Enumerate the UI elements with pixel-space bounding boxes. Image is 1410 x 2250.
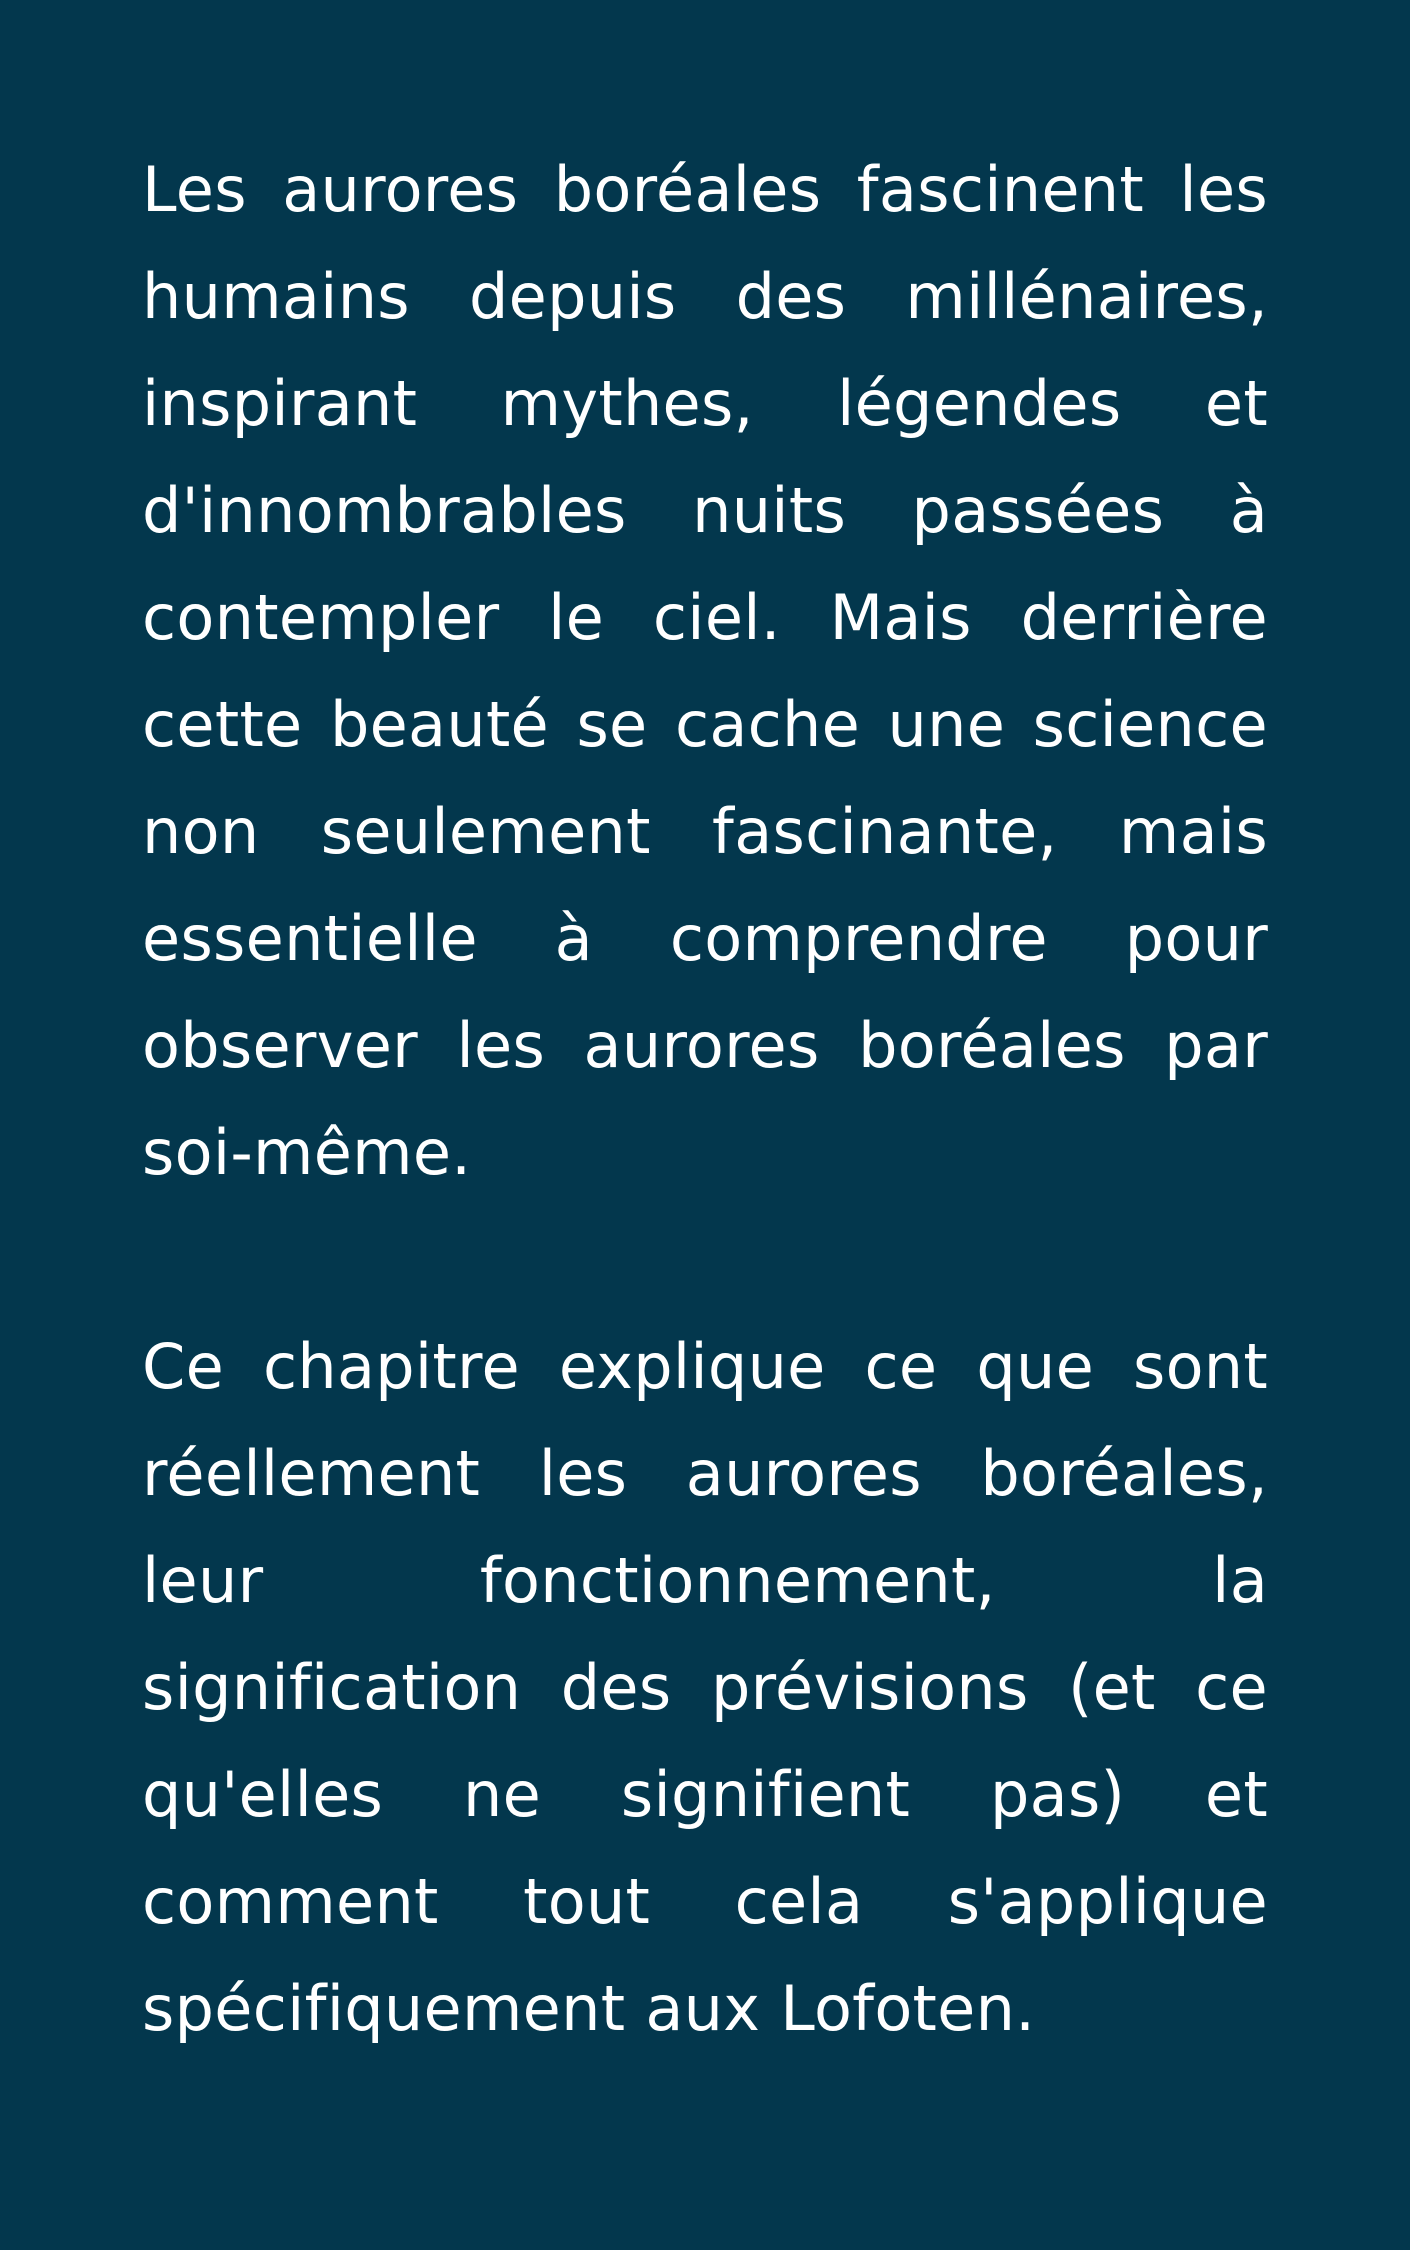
body-text xyxy=(142,136,1268,2062)
paragraph-chapter-overview: Ce chapitre explique ce que sont réellement les aurores boréales, leur fonctionnement, la signification des prévisions (et ce qu'elles ne signifient pas) et comment tout cela s'applique spécifiquement aux Lofoten. xyxy=(142,1330,1268,2045)
paragraph-intro: Les aurores boréales fascinent les humains depuis des millénaires, inspirant mythes, légendes et d'innombrables nuits passées à contempler le ciel. Mais derrière cette beauté se cache une science non seulement fascinante, mais essentielle à comprendre pour observer les aurores boréales par soi-même. xyxy=(142,153,1268,1189)
